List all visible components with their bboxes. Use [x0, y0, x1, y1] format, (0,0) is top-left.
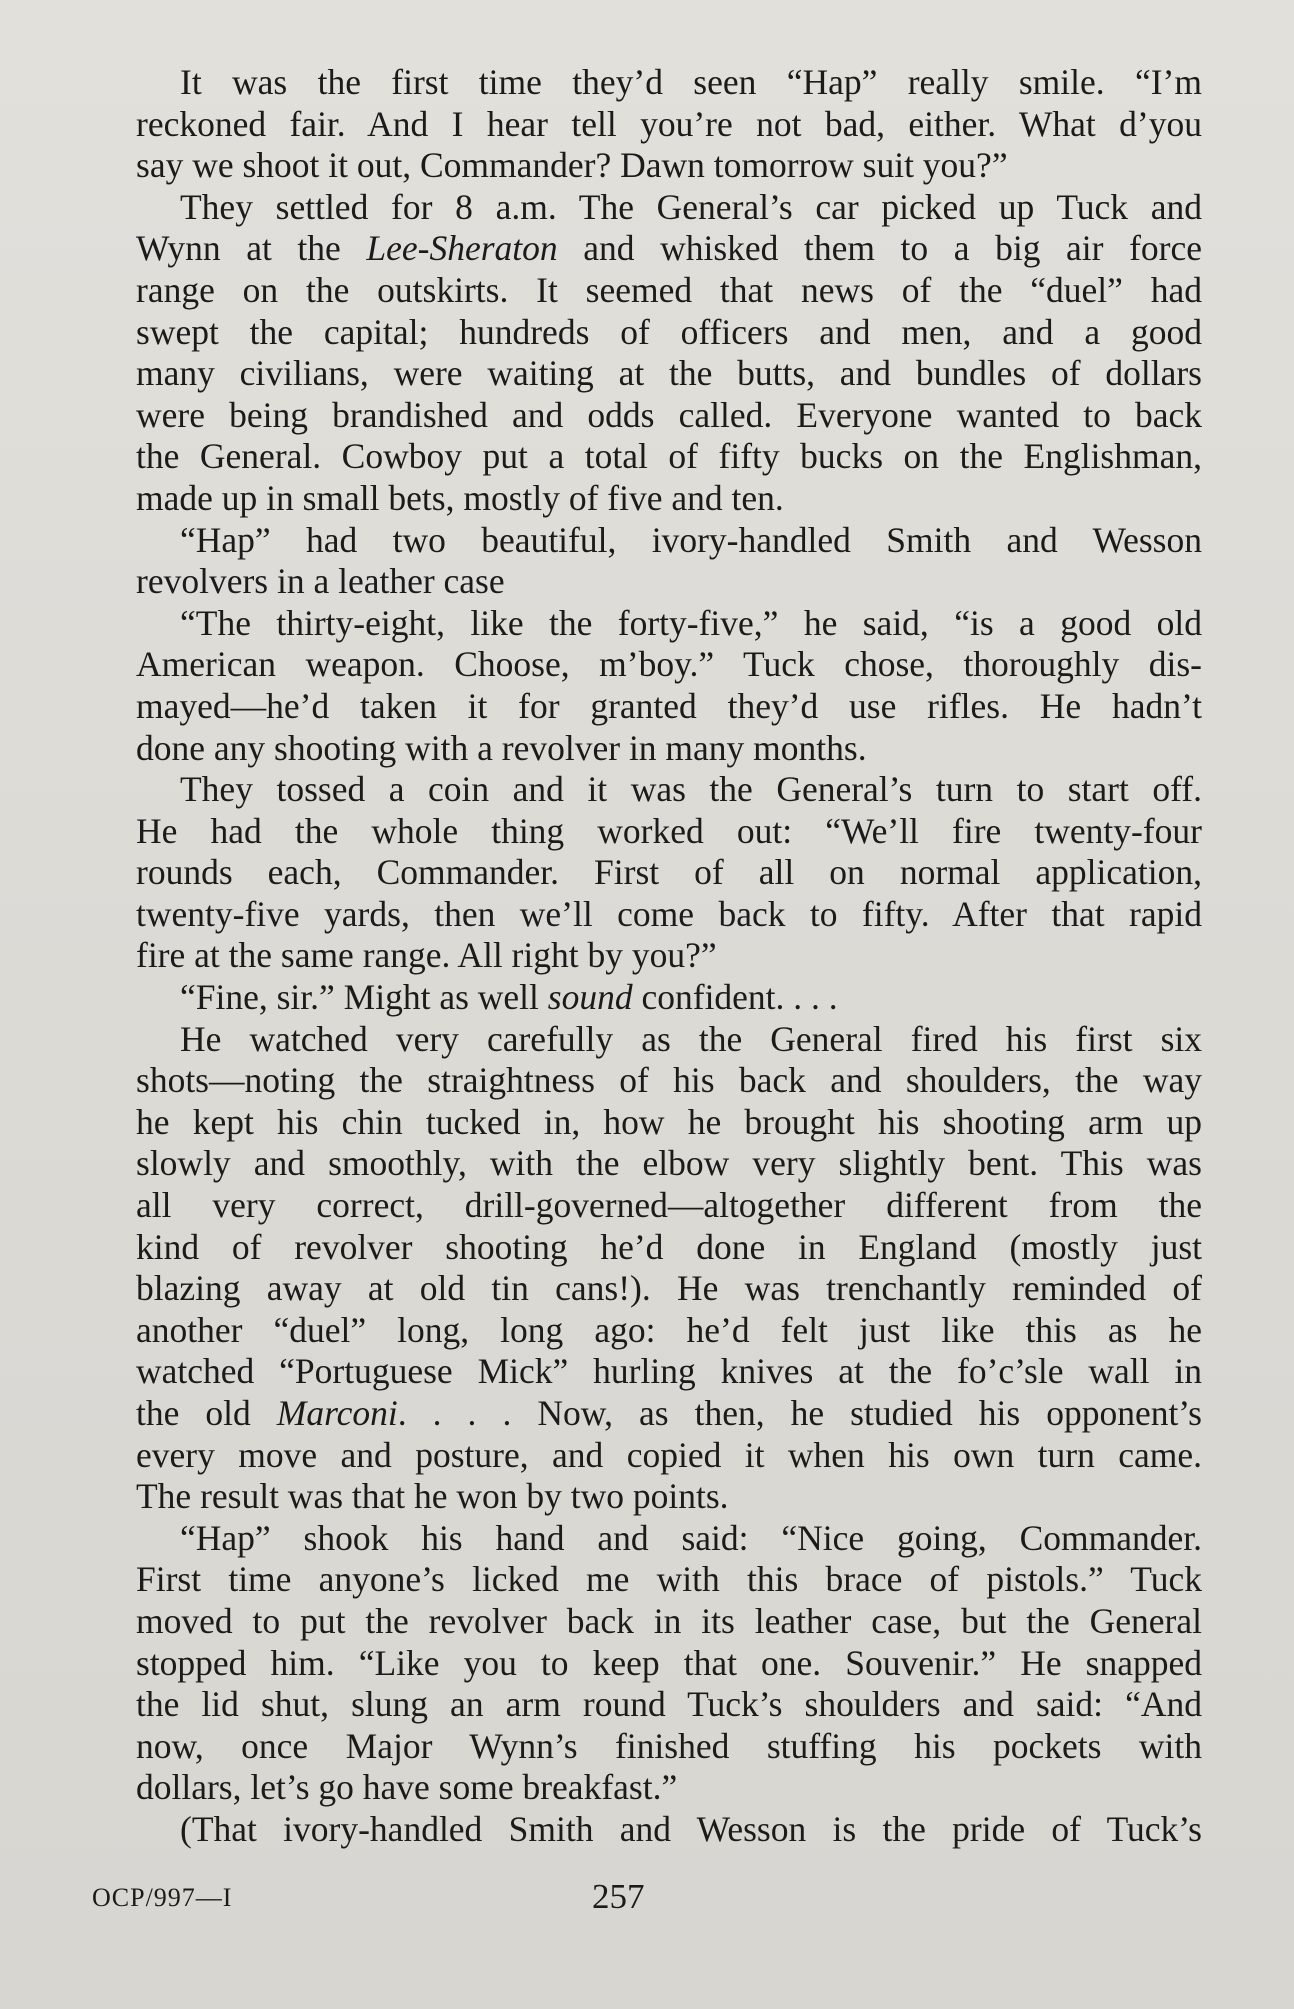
text-line: revolvers in a leather case: [136, 561, 505, 602]
text-line: He had the whole thing worked out: “We’ll fire twenty-four: [136, 810, 1202, 851]
text-line: “The thirty-eight, like the forty-five,” he said, “is a good old: [180, 602, 1202, 643]
text-line: now, once Major Wynn’s finished stuffing his pockets with: [136, 1725, 1202, 1766]
paragraph: [92, 187, 1202, 520]
paragraph: [92, 520, 1202, 603]
text-line: say we shoot it out, Commander? Dawn tomorrow suit you?”: [136, 145, 1008, 186]
text-line: stopped him. “Like you to keep that one. Souvenir.” He snapped: [136, 1642, 1202, 1683]
text-line: twenty-five yards, then we’ll come back to fifty. After that rapid: [136, 893, 1202, 934]
text-line: American weapon. Choose, m’boy.” Tuck chose, thoroughly dis-: [136, 644, 1202, 685]
page-footer: [92, 1877, 1202, 1921]
text-line: shots—noting the straightness of his back and shoulders, the way: [136, 1060, 1202, 1101]
text-line: mayed—he’d taken it for granted they’d use rifles. He hadn’t: [136, 685, 1202, 726]
text-line: It was the first time they’d seen “Hap” really smile. “I’m: [180, 62, 1202, 102]
text-line: “Hap” had two beautiful, ivory-handled Smith and Wesson: [180, 519, 1202, 560]
text-line: kind of revolver shooting he’d done in England (mostly just: [136, 1226, 1202, 1267]
text-line: slowly and smoothly, with the elbow very slightly bent. This was: [136, 1143, 1202, 1184]
text-line: range on the outskirts. It seemed that news of the “duel” had: [136, 269, 1202, 310]
text-line: blazing away at old tin cans!). He was trenchantly reminded of: [136, 1268, 1202, 1309]
text-line: fire at the same range. All right by you?”: [136, 935, 717, 976]
text-line: The result was that he won by two points.: [136, 1476, 729, 1517]
printer-signature: OCP/997—I: [92, 1883, 233, 1912]
text-line: many civilians, were waiting at the butts, and bundles of dollars: [136, 353, 1202, 394]
text-line: rounds each, Commander. First of all on normal application,: [136, 852, 1202, 893]
text-line: watched “Portuguese Mick” hurling knives at the fo’c’sle wall in: [136, 1351, 1202, 1392]
text-line: They tossed a coin and it was the General’s turn to start off.: [180, 769, 1202, 810]
text-line: He watched very carefully as the General fired his first six: [180, 1018, 1202, 1059]
text-line: done any shooting with a revolver in many months.: [136, 727, 867, 768]
paragraph: [92, 1019, 1202, 1518]
text-line: moved to put the revolver back in its leather case, but the General: [136, 1600, 1202, 1641]
page-number: 257: [592, 1877, 645, 1916]
text-line: swept the capital; hundreds of officers and men, and a good: [136, 311, 1202, 352]
paragraph: [92, 769, 1202, 977]
text-line: First time anyone’s licked me with this brace of pistols.” Tuck: [136, 1559, 1202, 1600]
paragraph: [92, 1518, 1202, 1809]
text-line: all very correct, drill-governed—altogether different from the: [136, 1185, 1202, 1226]
text-line: every move and posture, and copied it when his own turn came.: [136, 1434, 1202, 1475]
body-text: [92, 62, 1202, 1851]
paragraph: [92, 603, 1202, 769]
text-line: another “duel” long, long ago: he’d felt just like this as he: [136, 1309, 1202, 1350]
text-line: the old Marconi. . . . Now, as then, he studied his opponent’s: [136, 1393, 1202, 1433]
text-line: (That ivory-handled Smith and Wesson is the pride of Tuck’s: [180, 1808, 1202, 1849]
text-line: “Fine, sir.” Might as well sound confident. . . .: [180, 977, 838, 1018]
paragraph: [92, 1809, 1202, 1851]
text-line: “Hap” shook his hand and said: “Nice going, Commander.: [180, 1517, 1202, 1558]
text-line: the General. Cowboy put a total of fifty bucks on the Englishman,: [136, 436, 1202, 477]
text-line: he kept his chin tucked in, how he brought his shooting arm up: [136, 1101, 1202, 1142]
paragraph: [92, 62, 1202, 187]
text-line: Wynn at the Lee-Sheraton and whisked them to a big air force: [136, 228, 1202, 269]
paragraph: [92, 977, 1202, 1019]
text-line: reckoned fair. And I hear tell you’re not bad, either. What d’you: [136, 103, 1202, 144]
text-line: They settled for 8 a.m. The General’s car picked up Tuck and: [180, 186, 1202, 227]
text-line: were being brandished and odds called. Everyone wanted to back: [136, 394, 1202, 435]
text-line: made up in small bets, mostly of five and ten.: [136, 477, 784, 518]
text-line: the lid shut, slung an arm round Tuck’s shoulders and said: “And: [136, 1684, 1202, 1725]
text-line: dollars, let’s go have some breakfast.”: [136, 1767, 678, 1808]
